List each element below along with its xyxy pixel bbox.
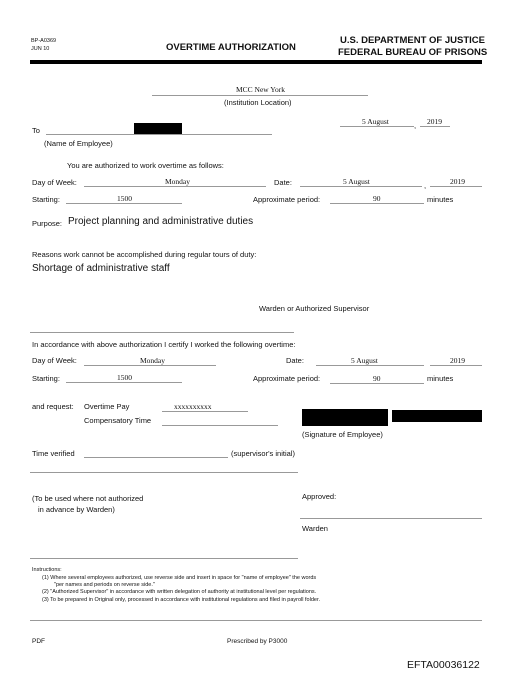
approved-label: Approved: (302, 492, 337, 501)
auth-date-label: Date: (274, 178, 292, 187)
redaction-employee-signature (302, 409, 388, 426)
redaction-employee-name (134, 123, 182, 134)
institution-line (152, 95, 368, 96)
auth-date-year: 2019 (450, 177, 465, 186)
cert-day-label: Day of Week: (32, 356, 77, 365)
auth-date-value: 5 August (343, 177, 370, 186)
approved-line (300, 518, 482, 519)
agency-name: U.S. DEPARTMENT OF JUSTICE (340, 35, 485, 46)
time-verified-label: Time verified (32, 449, 75, 458)
cert-date-value: 5 August (351, 356, 378, 365)
cert-day-value: Monday (140, 356, 165, 365)
top-date-day-month: 5 August (362, 117, 389, 126)
cert-approx-label: Approximate period: (253, 374, 321, 383)
reasons-label: Reasons work cannot be accomplished during regular tours of duty: (32, 250, 257, 259)
bates-number: EFTA00036122 (407, 659, 480, 671)
auth-starting-value: 1500 (117, 194, 132, 203)
employee-signature-label: (Signature of Employee) (302, 430, 383, 439)
auth-approx-label: Approximate period: (253, 195, 321, 204)
warden-signature-line (30, 332, 294, 333)
agency-bureau: FEDERAL BUREAU OF PRISONS (338, 47, 488, 58)
auth-approx-value: 90 (373, 194, 381, 203)
reasons-value: Shortage of administrative staff (32, 263, 170, 274)
comp-time-label: Compensatory Time (84, 416, 152, 425)
top-date-separator: , (414, 121, 417, 130)
cert-starting-value: 1500 (117, 373, 132, 382)
purpose-label: Purpose: (32, 219, 63, 228)
auth-starting-line (66, 203, 182, 204)
form-number: BP-A0369 (31, 38, 57, 44)
purpose-value: Project planning and administrative duties (68, 216, 254, 227)
warden-approval-label: Warden (302, 524, 328, 533)
lower-divider (30, 558, 298, 559)
cert-date-label: Date: (286, 356, 304, 365)
cert-minutes-label: minutes (427, 374, 454, 383)
footer-pdf: PDF (32, 638, 45, 645)
auth-date-separator: , (424, 181, 427, 190)
auth-minutes-label: minutes (427, 195, 454, 204)
certification-intro: In accordance with above authorization I certify I worked the following overtime: (32, 340, 296, 349)
instruction-item-1-cont: "per names and periods on reverse side." (54, 582, 155, 588)
top-date-line (340, 126, 414, 127)
institution-label: (Institution Location) (224, 98, 292, 107)
form-title: OVERTIME AUTHORIZATION (166, 42, 296, 53)
overtime-pay-value: xxxxxxxxxx (174, 402, 212, 411)
auth-day-label: Day of Week: (32, 178, 77, 187)
cert-starting-line (66, 382, 182, 383)
instruction-item-3: (3) To be prepared in Original only, processed in accordance with institutional regulations and filed in payroll folder. (42, 597, 321, 603)
advance-note-line1: (To be used where not authorized (32, 494, 144, 503)
cert-date-year: 2019 (450, 356, 465, 365)
request-label: and request: (32, 402, 74, 411)
footer-prescribed: Prescribed by P3000 (227, 638, 288, 645)
redaction-signature-extra (392, 410, 482, 422)
header-rule (30, 60, 482, 64)
cert-approx-value: 90 (373, 374, 381, 383)
form-date: JUN 10 (31, 46, 50, 52)
authorization-intro: You are authorized to work overtime as follows: (67, 161, 224, 170)
supervisor-initial-label: (supervisor's initial) (231, 449, 295, 458)
advance-note-line2: in advance by Warden) (38, 505, 115, 514)
footer-divider (30, 620, 482, 621)
auth-approx-line (330, 203, 424, 204)
auth-day-value: Monday (165, 177, 190, 186)
warden-supervisor-label: Warden or Authorized Supervisor (259, 304, 370, 313)
cert-approx-line (330, 383, 424, 384)
time-verified-line (84, 457, 228, 458)
auth-day-line (84, 186, 266, 187)
employee-name-line (46, 134, 272, 135)
instructions-title: Instructions: (32, 567, 62, 573)
cert-date-line (316, 365, 424, 366)
verification-divider (30, 472, 298, 473)
overtime-pay-label: Overtime Pay (84, 402, 130, 411)
auth-year-line (430, 186, 482, 187)
cert-year-line (430, 365, 482, 366)
top-year-line (420, 126, 450, 127)
instruction-item-1: (1) Where several employees authorized, use reverse side and insert in space for "name of employee" the words (42, 575, 317, 581)
top-date-year: 2019 (427, 117, 442, 126)
comp-time-line (162, 425, 278, 426)
cert-starting-label: Starting: (32, 374, 60, 383)
auth-starting-label: Starting: (32, 195, 60, 204)
auth-date-line (300, 186, 422, 187)
to-label: To (32, 126, 40, 135)
overtime-pay-line (162, 411, 248, 412)
employee-name-label: (Name of Employee) (44, 139, 113, 148)
institution-value: MCC New York (236, 85, 285, 94)
cert-day-line (84, 365, 216, 366)
instruction-item-2: (2) "Authorized Supervisor" in accordance with written delegation of authority at institutional level per regulations. (42, 589, 317, 595)
